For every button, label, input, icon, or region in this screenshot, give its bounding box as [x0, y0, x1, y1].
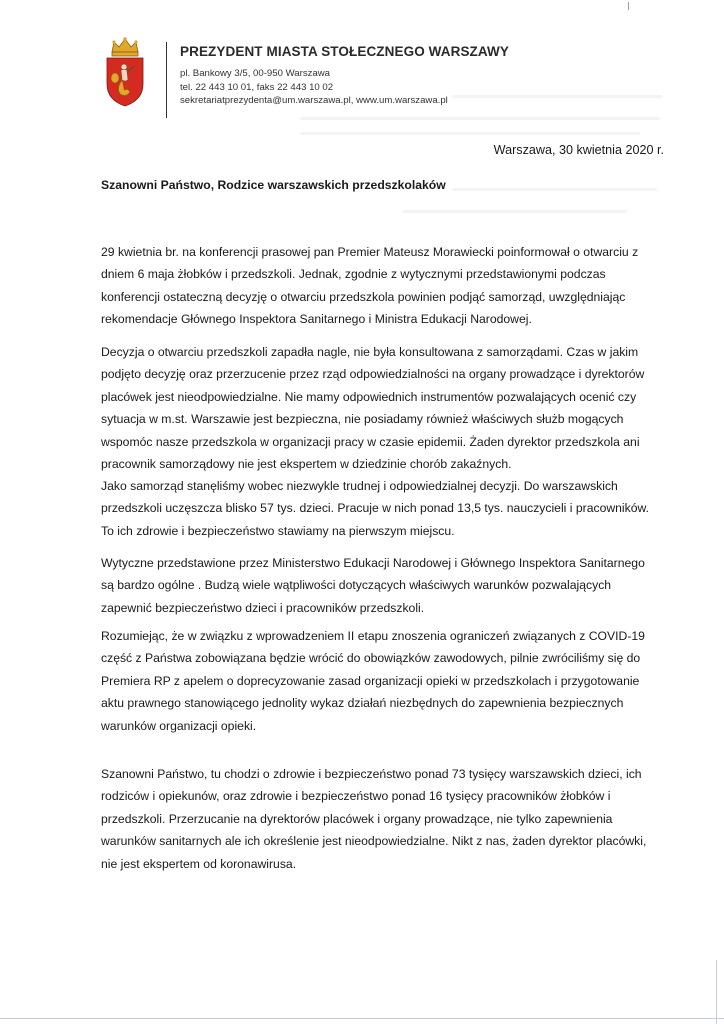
paragraph-4: Wytyczne przedstawione przez Ministerstwo Edukacji Narodowej i Głównego Inspektora Sanitarnego są bardzo ogólne . Budzą wiele wątpliwości dotyczących właściwych warunków pozwalających zapewnić bezpieczeństwo dzieci i pracowników przedszkoli.	[101, 556, 645, 615]
show-through-line	[452, 188, 657, 191]
paragraph-6: Szanowni Państwo, tu chodzi o zdrowie i bezpieczeństwo ponad 73 tysięcy warszawskich dzieci, ich rodziców i opiekunów, oraz zdrowie i bezpieczeństwo ponad 16 tysięcy pracowników żłobków i przedszkoli. Przerzucanie na dyrektorów placówek i organy prowadzące, nie tylko zapewnienia warunków sanitarnych ale ich określenie jest nieodpowiedzialne. Nikt z nas, żaden dyrektor placówki, nie jest ekspertem od koronawirusa.	[101, 767, 647, 871]
letterhead-title: PREZYDENT MIASTA STOŁECZNEGO WARSZAWY	[180, 44, 509, 59]
show-through-line	[402, 210, 627, 213]
warsaw-coat-of-arms-icon	[104, 36, 146, 108]
letterhead-phone: tel. 22 443 10 01, faks 22 443 10 02	[180, 81, 334, 93]
paragraph-1: 29 kwietnia br. na konferencji prasowej pan Premier Mateusz Morawiecki poinformował o otwarciu z dniem 6 maja żłobków i przedszkoli. Jednak, zgodnie z wytycznymi przedstawionymi podczas konferencji ostateczną decyzję o otwarciu przedszkola powinien podjąć samorząd, uwzględniając rekomendacje Głównego Inspektora Sanitarnego i Ministra Edukacji Narodowej.	[101, 245, 639, 327]
letter-date: Warszawa, 30 kwietnia 2020 r.	[493, 143, 664, 157]
letterhead-address: pl. Bankowy 3/5, 00-950 Warszawa	[180, 68, 331, 79]
show-through-line	[300, 117, 660, 120]
show-through-line	[300, 132, 640, 135]
salutation: Szanowni Państwo, Rodzice warszawskich przedszkolaków	[101, 178, 446, 192]
letterhead	[180, 44, 509, 108]
paragraph-2: Decyzja o otwarciu przedszkoli zapadła nagle, nie była konsultowana z samorządami. Czas w jakim podjęto decyzję oraz przerzucenie przez rząd odpowiedzialności na organy prowadzące i dyrektorów placówek jest nieodpowiedzialne. Nie mamy odpowiednich instrumentów pozwalających ocenić czy sytuacja w m.st. Warszawie jest bezpieczna, nie posiadamy również właściwych służb mogących wspomóc nasze przedszkola w organizacji pracy w czasie epidemii. Żaden dyrektor przedszkola ani pracownik samorządowy nie jest ekspertem w dziedzinie chorób zakaźnych.	[101, 345, 645, 472]
scan-artifact	[628, 2, 629, 10]
letterhead-divider	[166, 42, 167, 118]
scan-edge-bottom	[0, 1018, 724, 1019]
letterhead-contact: sekretariatprezydenta@um.warszawa.pl, www.um.warszawa.pl	[180, 95, 448, 106]
paragraph-5: Rozumiejąc, że w związku z wprowadzeniem II etapu znoszenia ograniczeń związanych z COVID-19 część z Państwa zobowiązana będzie wrócić do obowiązków zawodowych, pilnie zwróciliśmy się do Premiera RP z apelem o doprecyzowanie zasad organizacji opieki w przedszkolach i przygotowanie aktu prawnego stanowiącego jednolity wykaz działań niezbędnych do zapewnienia bezpiecznych warunków organizacji opieki.	[101, 629, 645, 733]
scan-edge-right	[716, 960, 717, 1024]
paragraph-3: Jako samorząd stanęliśmy wobec niezwykle trudnej i odpowiedzialnej decyzji. Do warszawskich przedszkoli uczęszcza blisko 57 tys. dzieci. Pracuje w nich ponad 13,5 tys. nauczycieli i pracowników. To ich zdrowie i bezpieczeństwo stawiamy na pierwszym miejscu.	[101, 479, 650, 538]
